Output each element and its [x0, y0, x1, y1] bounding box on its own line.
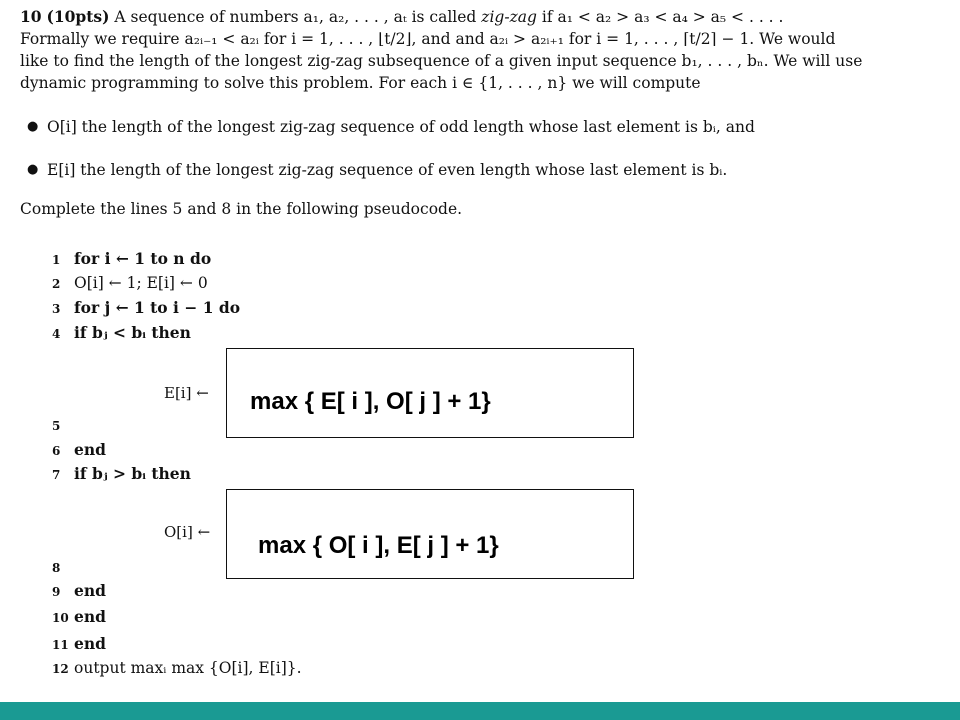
bullet-odd [27, 116, 907, 138]
code-line-11: 11 end [52, 634, 106, 653]
definition-text: A sequence of numbers a₁, a₂, . . . , aₜ is called [114, 8, 477, 26]
code-line-1: 1 for i ← 1 to n do [52, 249, 212, 268]
code-line-3: 3 for j ← 1 to i − 1 do [52, 298, 241, 317]
definition-rest: if a₁ < a₂ > a₃ < a₄ > a₅ < . . . . [541, 8, 784, 26]
bullet-odd-text: O[i] the length of the longest zig-zag sequence of odd length whose last element is bᵢ, and [47, 118, 755, 136]
bullet-even [27, 159, 907, 181]
assign-label-o: O[i] ← [164, 523, 211, 541]
goal-line: like to find the length of the longest zig-zag subsequence of a given input sequence b₁, . . . , bₙ. We will use [20, 52, 863, 70]
code-line-2: 2 O[i] ← 1; E[i] ← 0 [52, 274, 208, 292]
code-line-4: 4 if bⱼ < bᵢ then [52, 323, 191, 342]
bullet-dot-icon: ● [27, 119, 39, 134]
code-line-8: 8 [52, 561, 61, 575]
problem-number: 10 [20, 7, 42, 26]
code-line-7: 7 if bⱼ > bᵢ then [52, 464, 191, 483]
dp-line: dynamic programming to solve this problem. For each i ∈ {1, . . . , n} we will compute [20, 74, 701, 92]
bullet-even-text: E[i] the length of the longest zig-zag sequence of even length whose last element is bᵢ. [47, 161, 728, 179]
problem-statement [20, 6, 945, 94]
problem-points: (10pts) [46, 7, 110, 26]
code-line-12: 12 output maxᵢ max {O[i], E[i]}. [52, 659, 302, 677]
answer-line-5: max { E[ i ], O[ j ] + 1} [250, 388, 491, 415]
formal-line: Formally we require a₂ᵢ₋₁ < a₂ᵢ for i = 1, . . . , ⌊t/2⌋, and and a₂ᵢ > a₂ᵢ₊₁ for i = 1, . . . , ⌈t/2⌉ − 1. We would [20, 30, 836, 48]
answer-line-8: max { O[ i ], E[ j ] + 1} [258, 532, 499, 559]
code-line-9: 9 end [52, 581, 106, 600]
code-line-10: 10 end [52, 607, 106, 626]
code-line-5: 5 [52, 419, 61, 433]
bullet-dot-icon: ● [27, 162, 39, 177]
instruction-text: Complete the lines 5 and 8 in the following pseudocode. [20, 200, 463, 218]
footer-bar [0, 702, 960, 720]
assign-label-e: E[i] ← [164, 384, 209, 402]
code-line-6: 6 end [52, 440, 106, 459]
term-zigzag: zig-zag [481, 8, 537, 26]
